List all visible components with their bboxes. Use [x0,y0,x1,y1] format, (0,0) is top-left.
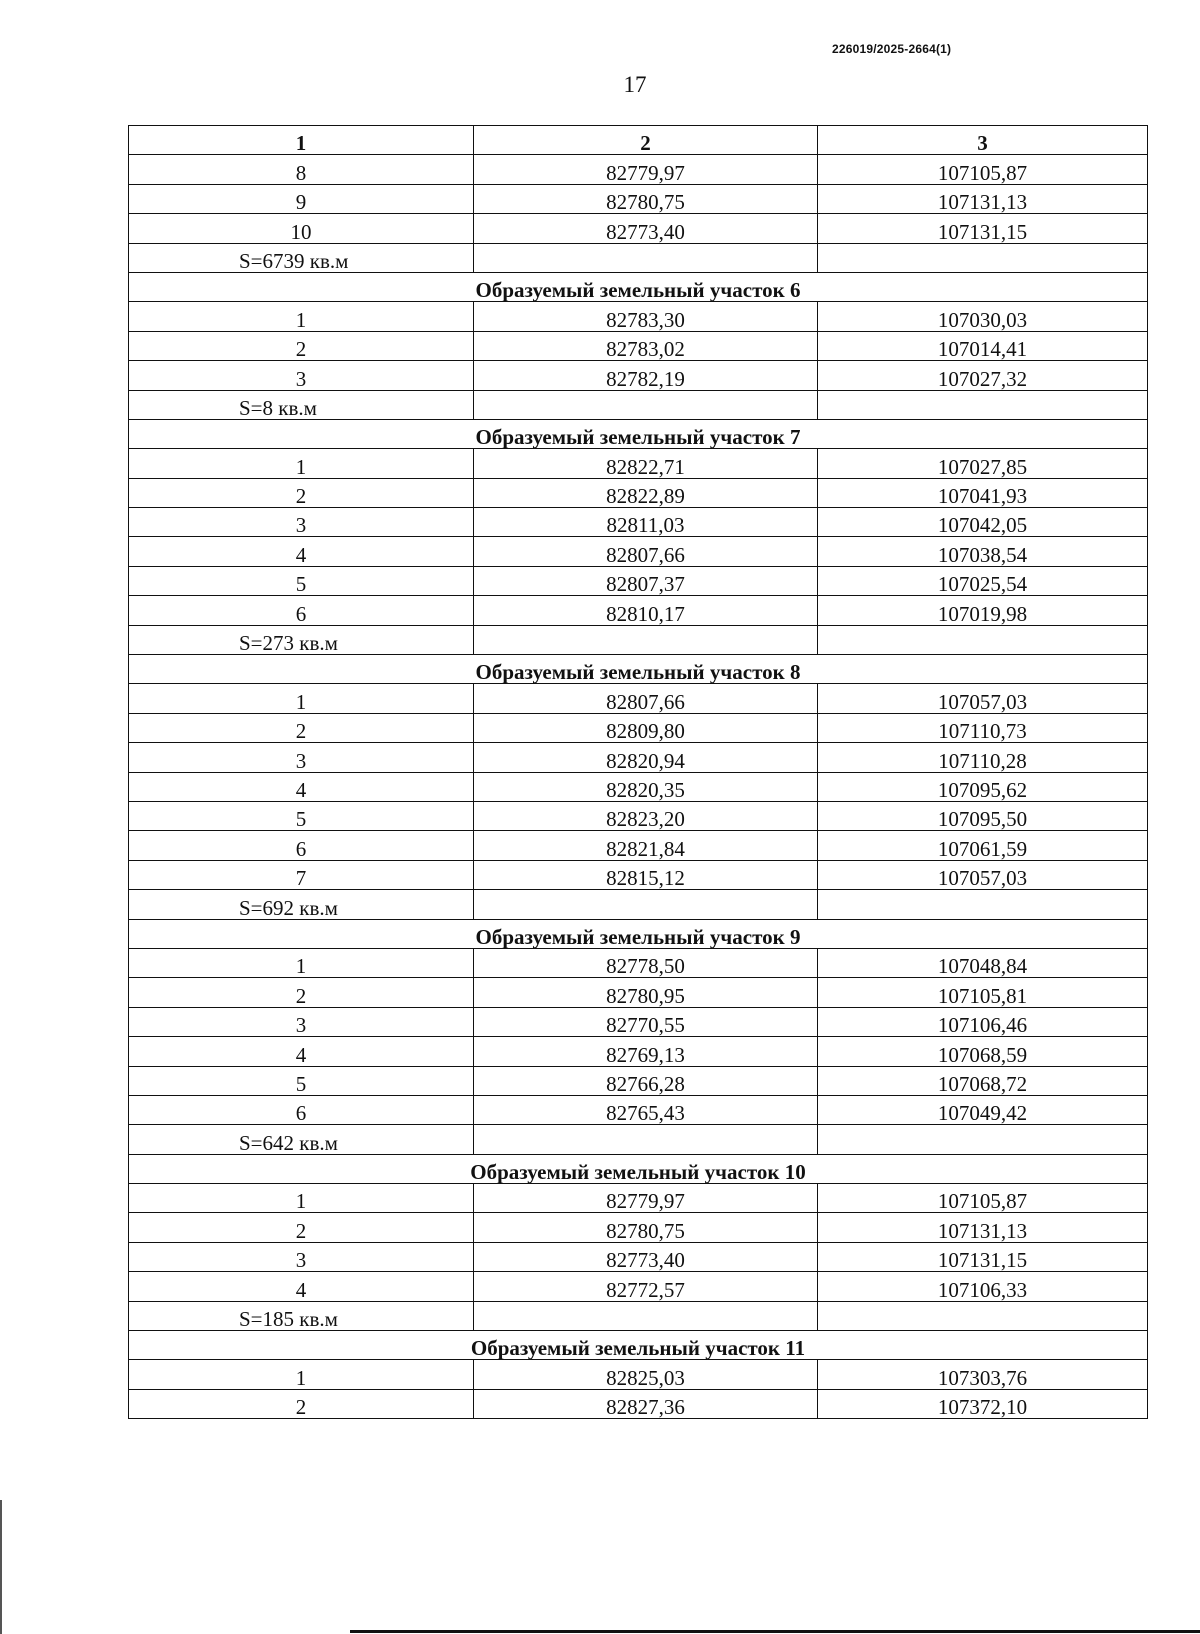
x-coordinate-cell: 82780,75 [474,1213,818,1242]
point-number-cell: 2 [129,478,474,507]
empty-cell [474,243,818,272]
x-coordinate-cell: 82779,97 [474,1184,818,1213]
area-value: S=692 кв.м [129,890,474,919]
empty-cell [818,1301,1148,1330]
y-coordinate-cell: 107110,28 [818,743,1148,772]
y-coordinate-cell: 107131,13 [818,184,1148,213]
table-row [129,566,1148,595]
section-title: Образуемый земельный участок 10 [129,1154,1148,1183]
table-row [129,860,1148,889]
x-coordinate-cell: 82769,13 [474,1037,818,1066]
area-value: S=8 кв.м [129,390,474,419]
section-title-row [129,919,1148,948]
table-row [129,184,1148,213]
point-number-cell: 6 [129,596,474,625]
x-coordinate-cell: 82809,80 [474,713,818,742]
point-number-cell: 5 [129,801,474,830]
section-title-row [129,272,1148,301]
table-row [129,1066,1148,1095]
document-registration-number: 226019/2025-2664(1) [832,42,952,56]
point-number-cell: 2 [129,331,474,360]
area-row [129,890,1148,919]
section-title: Образуемый земельный участок 11 [129,1331,1148,1360]
table-row [129,684,1148,713]
table-row [129,214,1148,243]
x-coordinate-cell: 82815,12 [474,860,818,889]
empty-cell [474,625,818,654]
x-coordinate-cell: 82765,43 [474,1095,818,1124]
area-value: S=642 кв.м [129,1125,474,1154]
section-title: Образуемый земельный участок 9 [129,919,1148,948]
table-row [129,449,1148,478]
table-row [129,302,1148,331]
coordinates-table [128,125,1148,1419]
point-number-cell: 3 [129,361,474,390]
table-row [129,713,1148,742]
x-coordinate-cell: 82780,95 [474,978,818,1007]
point-number-cell: 4 [129,1272,474,1301]
section-title-row [129,419,1148,448]
table-row [129,978,1148,1007]
y-coordinate-cell: 107030,03 [818,302,1148,331]
x-coordinate-cell: 82782,19 [474,361,818,390]
section-title-row [129,1154,1148,1183]
y-coordinate-cell: 107027,32 [818,361,1148,390]
point-number-cell: 4 [129,772,474,801]
table-row [129,801,1148,830]
x-coordinate-cell: 82773,40 [474,1242,818,1271]
empty-cell [474,390,818,419]
empty-cell [474,890,818,919]
x-coordinate-cell: 82822,89 [474,478,818,507]
section-title-row [129,655,1148,684]
table-row [129,1095,1148,1124]
point-number-cell: 8 [129,155,474,184]
area-value: S=273 кв.м [129,625,474,654]
section-title: Образуемый земельный участок 6 [129,272,1148,301]
point-number-cell: 10 [129,214,474,243]
x-coordinate-cell: 82783,30 [474,302,818,331]
y-coordinate-cell: 107131,15 [818,214,1148,243]
table-row [129,508,1148,537]
section-title-row [129,1331,1148,1360]
y-coordinate-cell: 107038,54 [818,537,1148,566]
point-number-cell: 6 [129,831,474,860]
table-row [129,537,1148,566]
table-row [129,361,1148,390]
x-coordinate-cell: 82820,94 [474,743,818,772]
y-coordinate-cell: 107061,59 [818,831,1148,860]
point-number-cell: 9 [129,184,474,213]
point-number-cell: 1 [129,684,474,713]
y-coordinate-cell: 107025,54 [818,566,1148,595]
y-coordinate-cell: 107027,85 [818,449,1148,478]
point-number-cell: 3 [129,1007,474,1036]
point-number-cell: 1 [129,302,474,331]
empty-cell [474,1125,818,1154]
x-coordinate-cell: 82773,40 [474,214,818,243]
point-number-cell: 3 [129,743,474,772]
y-coordinate-cell: 107057,03 [818,684,1148,713]
table-row [129,948,1148,977]
y-coordinate-cell: 107106,33 [818,1272,1148,1301]
column-header-point: 1 [129,126,474,155]
y-coordinate-cell: 107042,05 [818,508,1148,537]
point-number-cell: 1 [129,449,474,478]
area-value: S=6739 кв.м [129,243,474,272]
table-row [129,1389,1148,1418]
empty-cell [818,890,1148,919]
y-coordinate-cell: 107048,84 [818,948,1148,977]
point-number-cell: 5 [129,566,474,595]
point-number-cell: 1 [129,948,474,977]
area-row [129,625,1148,654]
y-coordinate-cell: 107068,72 [818,1066,1148,1095]
x-coordinate-cell: 82821,84 [474,831,818,860]
column-header-y: 3 [818,126,1148,155]
empty-cell [818,243,1148,272]
y-coordinate-cell: 107068,59 [818,1037,1148,1066]
x-coordinate-cell: 82807,66 [474,684,818,713]
section-title: Образуемый земельный участок 7 [129,419,1148,448]
table-row [129,155,1148,184]
point-number-cell: 2 [129,713,474,742]
y-coordinate-cell: 107105,87 [818,155,1148,184]
y-coordinate-cell: 107131,15 [818,1242,1148,1271]
x-coordinate-cell: 82807,66 [474,537,818,566]
x-coordinate-cell: 82766,28 [474,1066,818,1095]
x-coordinate-cell: 82783,02 [474,331,818,360]
table-row [129,331,1148,360]
y-coordinate-cell: 107372,10 [818,1389,1148,1418]
x-coordinate-cell: 82780,75 [474,184,818,213]
point-number-cell: 3 [129,1242,474,1271]
column-header-x: 2 [474,126,818,155]
point-number-cell: 5 [129,1066,474,1095]
y-coordinate-cell: 107095,50 [818,801,1148,830]
y-coordinate-cell: 107110,73 [818,713,1148,742]
y-coordinate-cell: 107057,03 [818,860,1148,889]
table-row [129,1184,1148,1213]
point-number-cell: 4 [129,1037,474,1066]
area-row [129,243,1148,272]
x-coordinate-cell: 82770,55 [474,1007,818,1036]
point-number-cell: 7 [129,860,474,889]
table-row [129,1007,1148,1036]
table-header-row [129,126,1148,155]
coordinates-table-body [129,126,1148,1419]
y-coordinate-cell: 107049,42 [818,1095,1148,1124]
area-row [129,1125,1148,1154]
table-row [129,1272,1148,1301]
y-coordinate-cell: 107131,13 [818,1213,1148,1242]
table-row [129,596,1148,625]
point-number-cell: 3 [129,508,474,537]
x-coordinate-cell: 82820,35 [474,772,818,801]
y-coordinate-cell: 107095,62 [818,772,1148,801]
area-value: S=185 кв.м [129,1301,474,1330]
x-coordinate-cell: 82779,97 [474,155,818,184]
table-row [129,831,1148,860]
table-row [129,1037,1148,1066]
x-coordinate-cell: 82807,37 [474,566,818,595]
point-number-cell: 2 [129,978,474,1007]
section-title: Образуемый земельный участок 8 [129,655,1148,684]
empty-cell [474,1301,818,1330]
empty-cell [818,1125,1148,1154]
x-coordinate-cell: 82822,71 [474,449,818,478]
area-row [129,1301,1148,1330]
x-coordinate-cell: 82811,03 [474,508,818,537]
x-coordinate-cell: 82825,03 [474,1360,818,1389]
point-number-cell: 1 [129,1184,474,1213]
x-coordinate-cell: 82827,36 [474,1389,818,1418]
x-coordinate-cell: 82778,50 [474,948,818,977]
y-coordinate-cell: 107105,87 [818,1184,1148,1213]
point-number-cell: 4 [129,537,474,566]
y-coordinate-cell: 107106,46 [818,1007,1148,1036]
area-row [129,390,1148,419]
point-number-cell: 1 [129,1360,474,1389]
x-coordinate-cell: 82810,17 [474,596,818,625]
x-coordinate-cell: 82823,20 [474,801,818,830]
table-row [129,1213,1148,1242]
point-number-cell: 6 [129,1095,474,1124]
table-row [129,743,1148,772]
bottom-edge-line [350,1630,1200,1633]
table-row [129,772,1148,801]
y-coordinate-cell: 107014,41 [818,331,1148,360]
page-number: 17 [623,72,647,97]
y-coordinate-cell: 107041,93 [818,478,1148,507]
table-row [129,478,1148,507]
y-coordinate-cell: 107105,81 [818,978,1148,1007]
table-row [129,1242,1148,1271]
empty-cell [818,390,1148,419]
point-number-cell: 2 [129,1389,474,1418]
y-coordinate-cell: 107019,98 [818,596,1148,625]
table-row [129,1360,1148,1389]
empty-cell [818,625,1148,654]
scan-edge-mark [0,1500,2,1634]
x-coordinate-cell: 82772,57 [474,1272,818,1301]
y-coordinate-cell: 107303,76 [818,1360,1148,1389]
point-number-cell: 2 [129,1213,474,1242]
